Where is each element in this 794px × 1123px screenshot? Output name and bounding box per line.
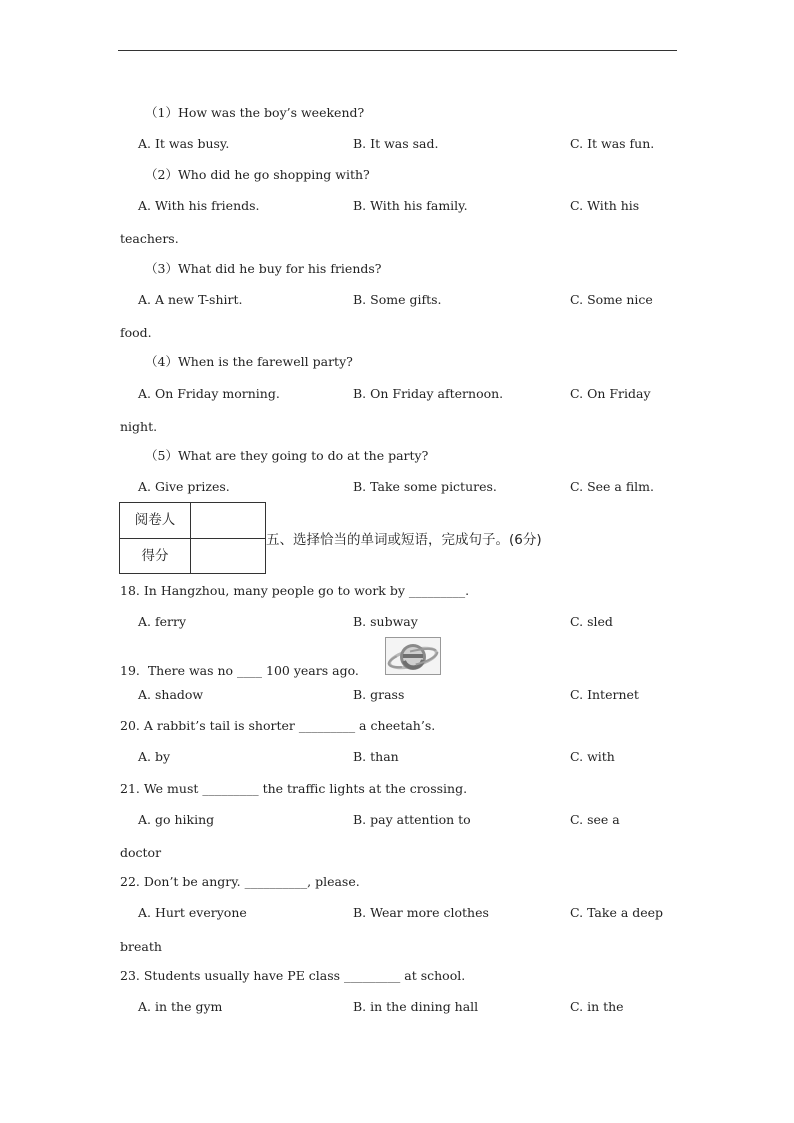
option-c: C. Take a deep: [570, 905, 664, 920]
question-stem: 20. A rabbit’s tail is shorter _________ a cheetah’s.: [120, 718, 436, 733]
header-rule: [118, 50, 677, 51]
score-box-reviewer-row: [120, 503, 265, 539]
option-c: C. See a film.: [570, 479, 654, 494]
option-a: A. It was busy.: [138, 136, 230, 151]
score-label: 得分: [120, 539, 191, 574]
option-b: B. On Friday afternoon.: [353, 386, 504, 401]
option-b: B. Take some pictures.: [353, 479, 497, 494]
option-c-continuation: breath: [120, 939, 162, 954]
option-c-continuation: night.: [120, 419, 158, 434]
option-a: A. shadow: [138, 687, 204, 702]
option-b: B. Wear more clothes: [353, 905, 489, 920]
question-stem: （2）Who did he go shopping with?: [145, 167, 370, 182]
option-c: C. With his: [570, 198, 640, 213]
option-b: B. Some gifts.: [353, 292, 442, 307]
option-b: B. than: [353, 749, 399, 764]
question-stem: 19. There was no ____ 100 years ago.: [120, 663, 359, 678]
option-c: C. Some nice: [570, 292, 653, 307]
reviewer-label: 阅卷人: [120, 503, 191, 538]
option-b: B. It was sad.: [353, 136, 439, 151]
option-c: C. with: [570, 749, 615, 764]
option-c-continuation: teachers.: [120, 231, 179, 246]
option-a: A. A new T-shirt.: [138, 292, 243, 307]
internet-explorer-icon: [385, 637, 441, 675]
option-c: C. in the: [570, 999, 624, 1014]
option-b: B. pay attention to: [353, 812, 471, 827]
option-a: A. in the gym: [138, 999, 223, 1014]
score-box: [119, 502, 266, 574]
option-c: C. see a: [570, 812, 620, 827]
question-stem: （5）What are they going to do at the party?: [145, 448, 429, 463]
option-b: B. grass: [353, 687, 405, 702]
option-c-continuation: doctor: [120, 845, 162, 860]
option-b: B. With his family.: [353, 198, 468, 213]
question-stem: 21. We must _________ the traffic lights at the crossing.: [120, 781, 468, 796]
option-a: A. go hiking: [138, 812, 215, 827]
question-stem: （1）How was the boy’s weekend?: [145, 105, 365, 120]
question-stem: （3）What did he buy for his friends?: [145, 261, 382, 276]
option-a: A. by: [138, 749, 171, 764]
option-a: A. With his friends.: [138, 198, 260, 213]
option-c: C. sled: [570, 614, 613, 629]
section-title: 五、选择恰当的单词或短语，完成句子。(6分): [266, 532, 542, 548]
option-c: C. Internet: [570, 687, 639, 702]
question-stem: 23. Students usually have PE class _________ at school.: [120, 968, 466, 983]
option-a: A. On Friday morning.: [138, 386, 280, 401]
option-c: C. It was fun.: [570, 136, 655, 151]
option-b: B. subway: [353, 614, 418, 629]
option-a: A. Hurt everyone: [138, 905, 247, 920]
option-b: B. in the dining hall: [353, 999, 479, 1014]
option-c-continuation: food.: [120, 325, 152, 340]
question-stem: （4）When is the farewell party?: [145, 354, 353, 369]
option-a: A. ferry: [138, 614, 187, 629]
option-a: A. Give prizes.: [138, 479, 230, 494]
question-stem: 18. In Hangzhou, many people go to work by _________.: [120, 583, 470, 598]
score-box-score-row: [120, 539, 265, 575]
question-stem: 22. Don’t be angry. __________, please.: [120, 874, 360, 889]
option-c: C. On Friday: [570, 386, 651, 401]
